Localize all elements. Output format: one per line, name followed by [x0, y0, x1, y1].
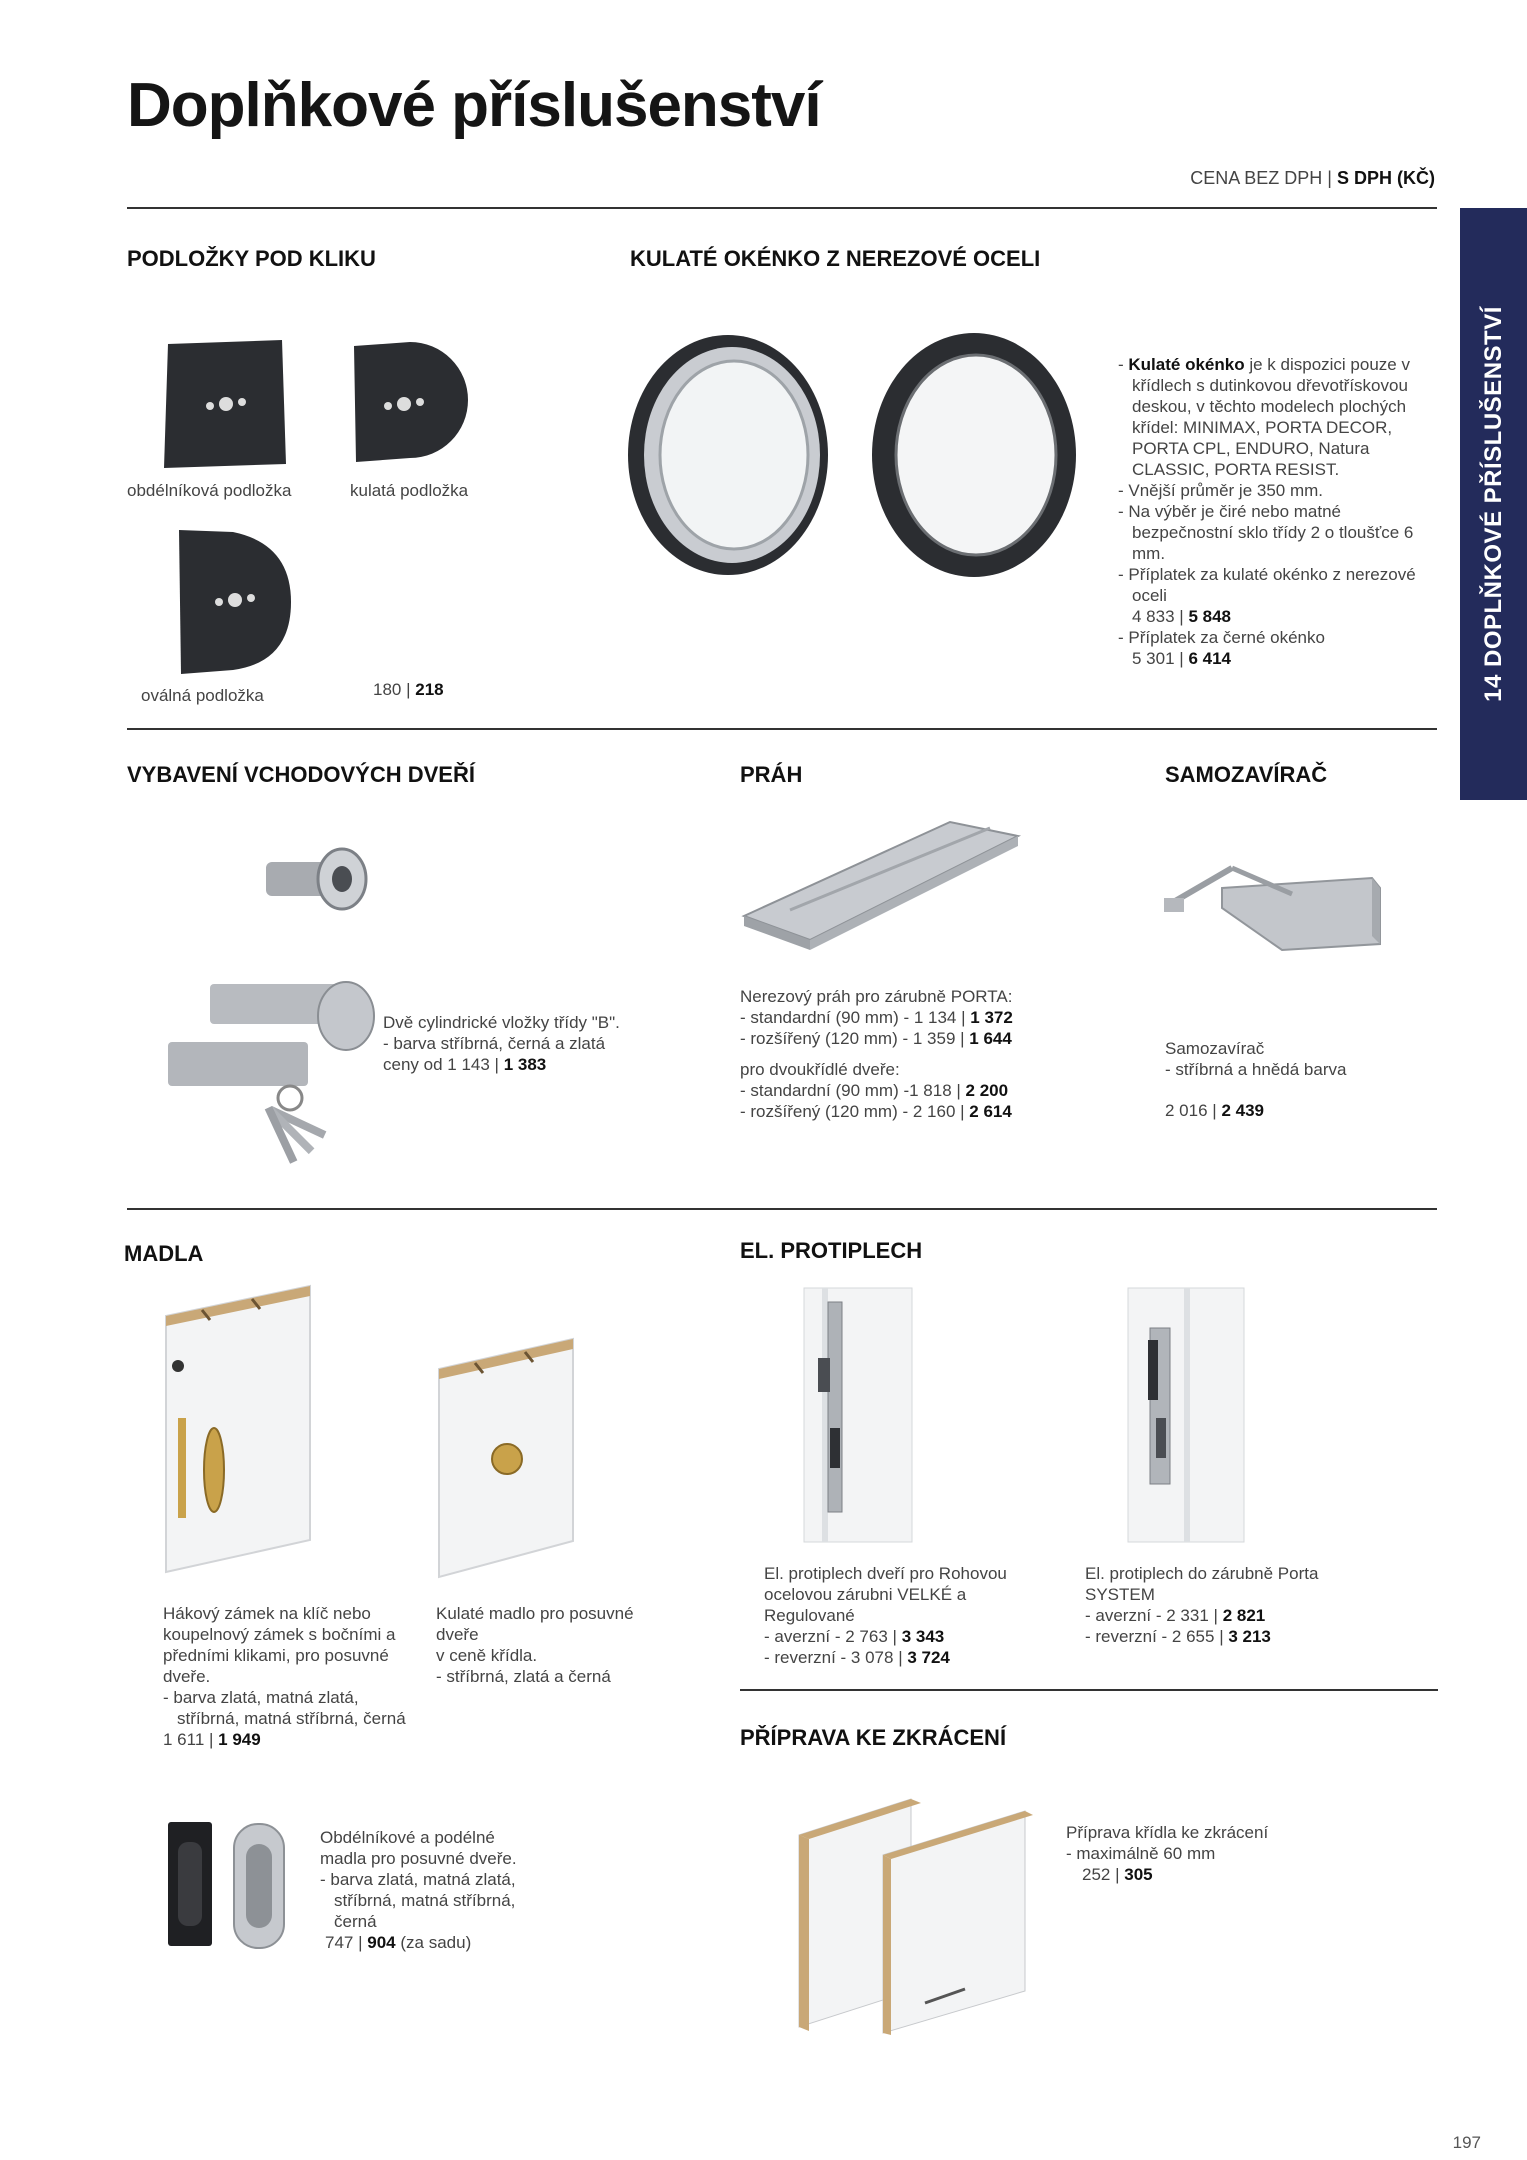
cylinder-locks-image: [160, 980, 390, 1150]
door-viewer-image: [262, 840, 372, 920]
strike-plate-image-1: [804, 1288, 914, 1544]
stainless-window-image: [620, 330, 840, 580]
madla-hook-lock-description: Hákový zámek na klíč nebo koupelnový zámek s bočními a předními klikami, pro posuvné dveře. - barva zlatá, matná zlatá, stříbrná, matná stříbrná, černá: [163, 1603, 423, 1729]
vchodove-description: Dvě cylindrické vložky třídy "B". - barva stříbrná, černá a zlatá ceny od 1 143 | 1 383: [383, 1013, 620, 1074]
samozavirac-description: Samozavírač - stříbrná a hnědá barva 2 016 | 2 439: [1165, 1038, 1425, 1121]
protiplech-2-description: El. protiplech do zárubně Porta SYSTEM - averzní - 2 331 | 2 821 - reverzní - 2 655 | 3 213: [1085, 1563, 1325, 1647]
black-window-image: [866, 330, 1086, 580]
section-heading-zkraceni: PŘÍPRAVA KE ZKRÁCENÍ: [740, 1725, 1007, 1750]
madla-round-handle-description: Kulaté madlo pro posuvné dveře v ceně křídla. - stříbrná, zlatá a černá: [436, 1603, 646, 1687]
page-title: Doplňkové příslušenství: [127, 71, 821, 140]
price-madla-hook-lock: 1 611 | 1 949: [163, 1730, 261, 1749]
section-heading-okenko: KULATÉ OKÉNKO Z NEREZOVÉ OCELI: [630, 246, 1041, 271]
rule-1: [127, 728, 1437, 730]
strike-plate-image-2: [1128, 1288, 1246, 1544]
rectangular-plate-image: [160, 340, 290, 470]
chapter-side-tab: 14 DOPLŇKOVÉ PŘÍSLUŠENSTVÍ: [1460, 208, 1527, 800]
section-heading-podlozky: PODLOŽKY POD KLIKU: [127, 246, 376, 271]
section-heading-protiplech: EL. PROTIPLECH: [740, 1238, 923, 1263]
oval-plate-image: [175, 526, 295, 676]
rule-2: [127, 1208, 1437, 1210]
section-heading-prah: PRÁH: [740, 762, 803, 787]
door-closer-image: [1162, 848, 1382, 958]
section-heading-madla: MADLA: [124, 1241, 204, 1266]
price-header: CENA BEZ DPH | S DPH (KČ): [1190, 168, 1435, 188]
zkraceni-description: Příprava křídla ke zkrácení - maximálně 60 mm 252 | 305: [1066, 1822, 1326, 1885]
madla-flush-description: Obdélníkové a podélné madla pro posuvné dveře. - barva zlatá, matná zlatá, stříbrná, matná stříbrná, černá 747 | 904 (za sadu): [320, 1827, 530, 1953]
caption-round-plate: kulatá podložka: [350, 481, 469, 500]
round-handle-door-image: [435, 1335, 575, 1580]
price-podlozky: 180 | 218: [373, 680, 444, 699]
rule-3: [740, 1689, 1438, 1691]
protiplech-1-description: El. protiplech dveří pro Rohovou ocelovou zárubni VELKÉ a Regulované - averzní - 2 763 | 3 343 - reverzní - 3 078 | 3 724: [764, 1563, 1054, 1668]
section-heading-samozavirac: SAMOZAVÍRAČ: [1165, 762, 1328, 787]
caption-oval-plate: oválná podložka: [141, 686, 264, 705]
caption-rectangular-plate: obdélníková podložka: [127, 481, 292, 500]
okenko-description: - Kulaté okénko je k dispozici pouze v křídlech s dutinkovou dřevotřískovou deskou, v těchto modelech plochých křídel: MINIMAX, PORTA DECOR, PORTA CPL, ENDURO, Natura CLASSIC, PORTA RESIST. - Vnější průměr je 350 mm. - Na výběr je čiré nebo matné bezpečnostní sklo třídy 2 o tloušťce 6 mm. - Příplatek za kulaté okénko z nerezové oceli 4 833 | 5 848 - Příplatek za černé okénko 5 301 | 6 414: [1118, 354, 1418, 669]
section-heading-vchodove: VYBAVENÍ VCHODOVÝCH DVEŘÍ: [127, 762, 475, 787]
threshold-image: [740, 812, 1020, 952]
door-shortening-image: [795, 1795, 1035, 2035]
hook-lock-door-image: [162, 1282, 312, 1582]
header-rule: [127, 207, 1437, 209]
page-number: 197: [1452, 2133, 1481, 2152]
prah-description: Nerezový práh pro zárubně PORTA: - standardní (90 mm) - 1 134 | 1 372 - rozšířený (120 mm) - 1 359 | 1 644 pro dvoukřídlé dveře: - standardní (90 mm) -1 818 | 2 200 - rozšířený (120 mm) - 2 160 | 2 614: [740, 986, 1040, 1122]
round-plate-image: [350, 340, 470, 465]
flush-handles-image: [164, 1818, 294, 1958]
